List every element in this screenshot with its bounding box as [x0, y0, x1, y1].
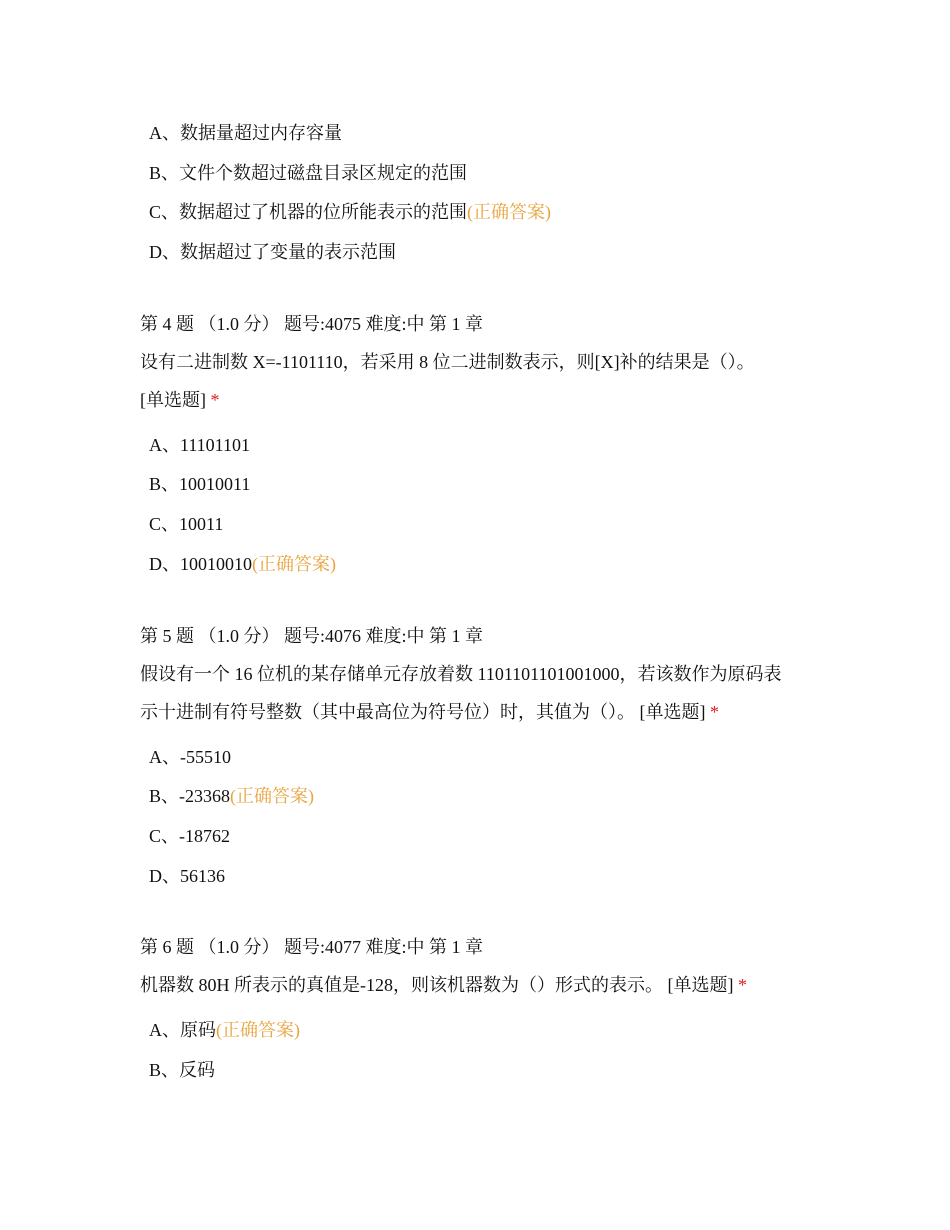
option-list [140, 1013, 820, 1092]
option-item: D、10010010(正确答案) [149, 553, 336, 574]
question-text: 机器数 80H 所表示的真值是-128，则该机器数为（）形式的表示。 [单选题] * [140, 975, 747, 996]
option-item: B、-23368(正确答案) [149, 786, 315, 807]
correct-answer-mark: (正确答案) [252, 553, 336, 574]
option-item: A、数据量超过内存容量 [149, 123, 342, 143]
question-header: 第 6 题 （1.0 分） 题号:4077 难度:中 第 1 章 [140, 937, 484, 958]
option-item: B、反码 [149, 1059, 216, 1080]
option-list [140, 428, 820, 587]
option-item: A、原码(正确答案) [149, 1020, 300, 1041]
correct-answer-mark: (正确答案) [216, 1020, 300, 1041]
option-list [140, 116, 820, 275]
question-header: 第 5 题 （1.0 分） 题号:4076 难度:中 第 1 章 [140, 625, 484, 646]
option-item: A、11101101 [149, 434, 250, 455]
option-item: B、文件个数超过磁盘目录区规定的范围 [149, 162, 468, 183]
correct-answer-mark: (正确答案) [230, 786, 315, 807]
question-5 [140, 617, 820, 899]
question-6 [140, 928, 820, 1092]
option-item: D、数据超过了变量的表示范围 [149, 242, 396, 263]
required-star: * [737, 975, 747, 996]
option-item: D、56136 [149, 865, 225, 886]
question-text: 假设有一个 16 位机的某存储单元存放着数 1101101101001000，若该数作为原码表 示十进制有符号整数（其中最高位为符号位）时，其值为（）。 [单选题] * [140, 663, 782, 722]
option-item: A、-55510 [149, 746, 231, 767]
required-star: * [710, 701, 719, 722]
option-item: C、数据超过了机器的位所能表示的范围(正确答案) [149, 202, 552, 223]
required-star: * [210, 389, 220, 410]
option-item: C、-18762 [149, 825, 231, 846]
option-item: C、10011 [149, 514, 224, 535]
question-text: 设有二进制数 X=-1101110，若采用 8 位二进制数表示，则[X]补的结果是（）。 [单选题] * [140, 351, 755, 410]
option-item: B、10010011 [149, 474, 251, 495]
option-list [140, 740, 820, 899]
question-4 [140, 305, 820, 587]
correct-answer-mark: (正确答案) [467, 202, 552, 223]
document-body [140, 116, 820, 1093]
question-header: 第 4 题 （1.0 分） 题号:4075 难度:中 第 1 章 [140, 313, 484, 334]
